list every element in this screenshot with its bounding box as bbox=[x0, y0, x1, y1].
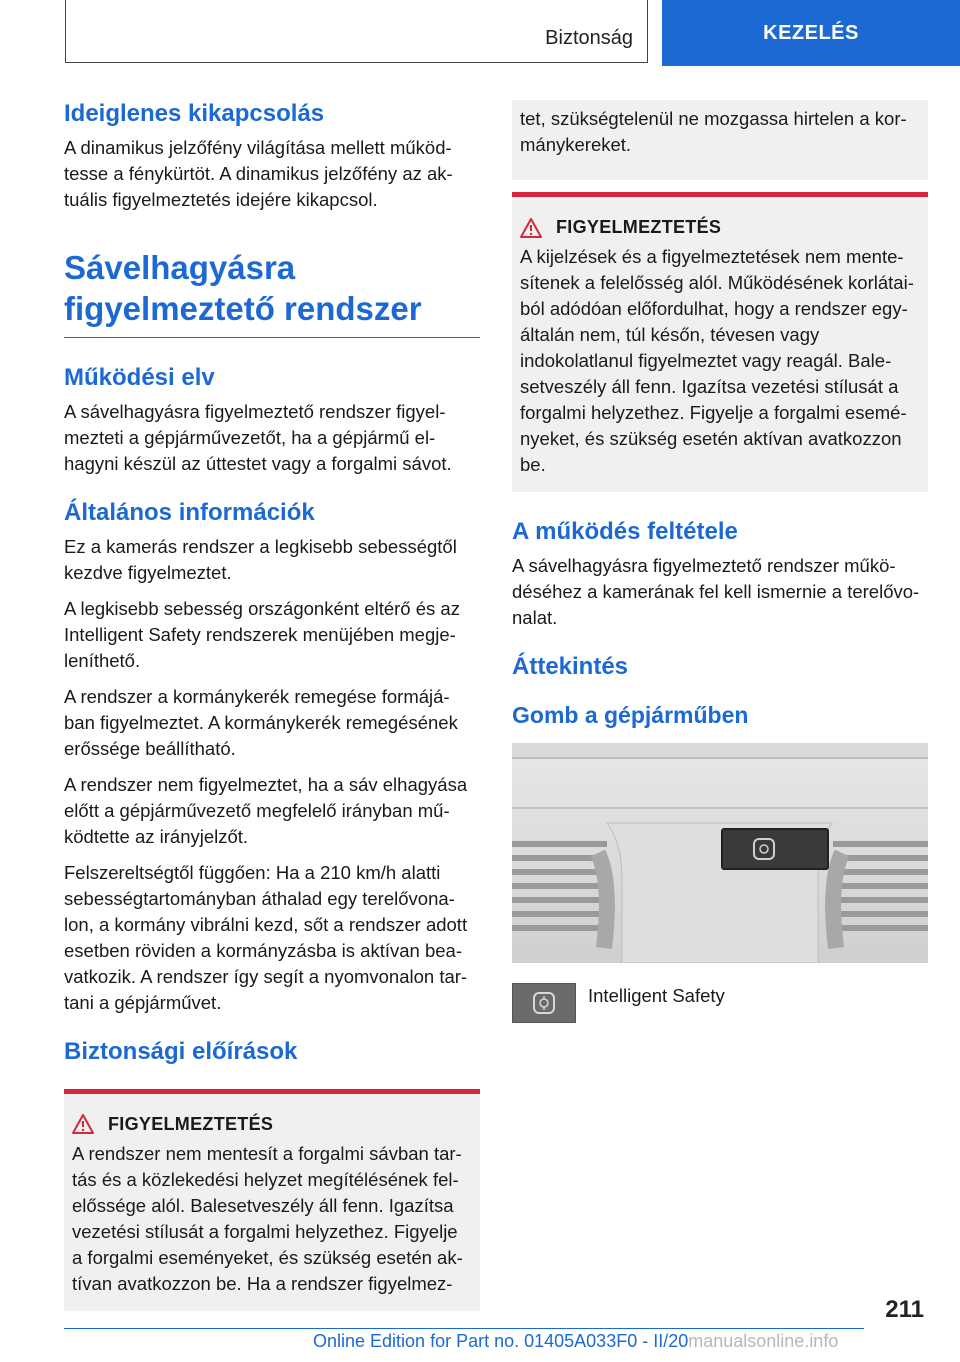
warning-continuation-text: tet, szükségtelenül ne mozgassa hirtelen a kor-mánykereket. bbox=[520, 108, 907, 155]
warning-text-2: A kijelzések és a figyelmeztetések nem mente-sítenek a felelősség alól. Működésének korlátai-ból adódóan előfordulhat, hogy a rendszer egy-általán nem, túl későn, tévesen vagy indokolatlanul figyelmeztet vagy reagál. Bale-setveszély áll fenn. Igazítsa vezetési stílusát a forgalmi helyzethez. Figyelje a forgalmi esemé-nyeket, és szükség esetén aktívan avatkozzon be. bbox=[520, 246, 914, 475]
intelligent-safety-icon bbox=[532, 991, 556, 1015]
paragraph-general-2: A legkisebb sebesség országonként eltérő és az Intelligent Safety rendszerek menüjében megje-leníthető. bbox=[64, 597, 460, 671]
heading-temporary-off: Ideiglenes kikapcsolás bbox=[64, 100, 325, 127]
legend-row bbox=[512, 983, 928, 1023]
heading-requirements: A működés feltétele bbox=[512, 518, 738, 545]
heading-principle: Működési elv bbox=[64, 364, 215, 392]
paragraph-temporary-off: A dinamikus jelzőfény világítása mellett működ-tesse a fénykürtöt. A dinamikus jelzőfény az ak-tuális figyelmeztetés idejére kikapcsol. bbox=[64, 136, 453, 210]
heading-lane-departure-warning: Sávelhagyásra figyelmeztető rendszer bbox=[64, 247, 480, 339]
vehicle-button-photo bbox=[512, 743, 928, 963]
footer-site-watermark: manualsonline.info bbox=[688, 1331, 839, 1351]
warning-triangle-icon bbox=[520, 218, 542, 238]
left-column bbox=[64, 100, 480, 1311]
heading-general-info: Általános információk bbox=[64, 499, 315, 527]
dashboard-illustration bbox=[512, 743, 928, 963]
header-chapter-tab: KEZELÉS bbox=[662, 0, 960, 66]
page-header bbox=[0, 0, 960, 66]
footer-divider bbox=[64, 1328, 864, 1329]
warning-text: A rendszer nem mentesít a forgalmi sávban tar-tás és a közlekedési helyzet megítélésének fel-előssége alól. Balesetveszély áll fenn. Igazítsa vezetési stílusát a forgalmi helyzethez. Figyelje a forgalmi eseményeket, és szükség esetén ak-tívan avatkozzon be. Ha a rendszer figyelmez- bbox=[72, 1142, 463, 1294]
warning-header bbox=[72, 1114, 472, 1135]
intelligent-safety-button bbox=[512, 983, 576, 1023]
heading-safety-notes: Biztonsági előírások bbox=[64, 1037, 298, 1065]
paragraph-general-1: Ez a kamerás rendszer a legkisebb sebességtől kezdve figyelmeztet. bbox=[64, 535, 457, 583]
warning-triangle-icon bbox=[72, 1114, 94, 1134]
warning-title-2: FIGYELMEZTETÉS bbox=[556, 217, 722, 237]
header-section-title: Biztonság bbox=[545, 27, 633, 49]
warning-box-2 bbox=[512, 192, 928, 492]
heading-overview: Áttekintés bbox=[512, 652, 629, 680]
footer-edition bbox=[313, 1331, 838, 1352]
warning-continuation-box bbox=[512, 100, 928, 180]
warning-title: FIGYELMEZTETÉS bbox=[108, 1113, 274, 1134]
right-column bbox=[512, 100, 928, 1023]
heading-button-in-vehicle: Gomb a gépjárműben bbox=[512, 701, 749, 728]
footer-edition-text: Online Edition for Part no. 01405A033F0 - II/20 bbox=[313, 1331, 689, 1351]
paragraph-general-5: Felszereltségtől függően: Ha a 210 km/h alatti sebességtartományban áthalad egy terelővona-lon, a kormány vibrálni kezd, sőt a rendszer adott esetben röviden a kormányzásba is aktívan bea-vatkozik. A rendszer így segít a nyomvonalon tar-tani a gépjárművet. bbox=[64, 861, 468, 1013]
paragraph-general-4: A rendszer nem figyelmeztet, ha a sáv elhagyása előtt a gépjárművezető megfelelő irányban mű-ködtette az irányjelzőt. bbox=[64, 773, 468, 847]
warning-box bbox=[64, 1089, 480, 1311]
paragraph-requirements: A sávelhagyásra figyelmeztető rendszer műkö-déséhez a kamerának fel kell ismernie a terelővo-nalat. bbox=[512, 554, 920, 628]
paragraph-principle: A sávelhagyásra figyelmeztető rendszer figyel-mezteti a gépjárművezetőt, ha a gépjármű el-hagyni készül az úttestet vagy a forgalmi sávot. bbox=[64, 401, 452, 475]
paragraph-general-3: A rendszer a kormánykerék remegése formájá-ban figyelmeztet. A kormánykerék remegésének erőssége beállítható. bbox=[64, 685, 458, 759]
header-section-box bbox=[65, 0, 648, 63]
warning-header-2 bbox=[520, 217, 920, 238]
legend-label: Intelligent Safety bbox=[588, 985, 725, 1007]
page-number: 211 bbox=[885, 1296, 924, 1323]
